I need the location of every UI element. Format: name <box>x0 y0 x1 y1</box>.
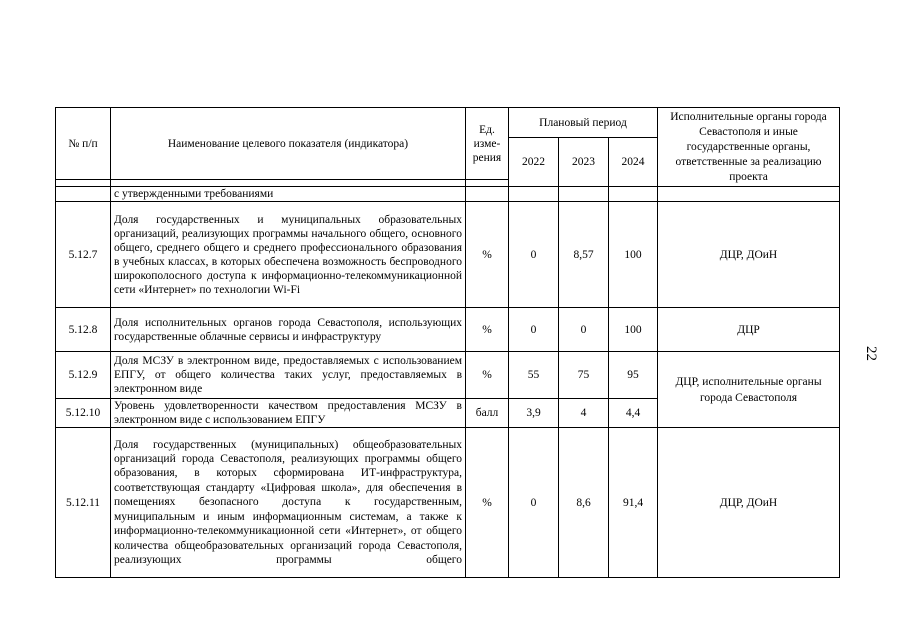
table-row <box>56 352 840 399</box>
row-2023: 75 <box>559 352 609 399</box>
row-2024: 95 <box>609 352 658 399</box>
row-num: 5.12.9 <box>56 352 111 399</box>
row-num: 5.12.10 <box>56 399 111 428</box>
row-unit: % <box>466 202 509 308</box>
header-name-cont <box>111 180 466 187</box>
row-2024: 100 <box>609 202 658 308</box>
header-unit-cont <box>466 180 509 187</box>
row-num: 5.12.7 <box>56 202 111 308</box>
row-2022: 3,9 <box>509 399 559 428</box>
row-unit: % <box>466 308 509 352</box>
row-2022: 0 <box>509 428 559 578</box>
header-num-cont <box>56 180 111 187</box>
row-2022: 0 <box>509 202 559 308</box>
header-row <box>56 108 840 138</box>
row-name: с утвержденными требованиями <box>111 187 466 202</box>
row-2023: 0 <box>559 308 609 352</box>
row-2024: 4,4 <box>609 399 658 428</box>
table-row <box>56 428 840 578</box>
header-unit: Ед. изме-рения <box>466 108 509 180</box>
row-unit: балл <box>466 399 509 428</box>
table-row <box>56 187 840 202</box>
row-name: Доля государственных (муниципальных) общеобразовательных организаций города Севастополя, реализующих программы общего образования, в которых сформирована ИТ-инфраструктура, соответствующая стандарту «Цифровая школа», для обеспечения в помещениях безопасного доступа к государственным, муниципальным и иным информационным системам, а также к информационно-телекоммуникационной сети «Интернет», от общего количества общеобразовательных организаций города Севастополя, реализующих программы общего <box>111 428 466 578</box>
row-2023 <box>559 187 609 202</box>
row-2024: 91,4 <box>609 428 658 578</box>
header-year-2022: 2022 <box>509 138 559 187</box>
row-name: Доля государственных и муниципальных образовательных организаций, реализующих программы начального общего, основного общего, среднего общего и среднего профессионального образования в учебных классах, в которых обеспечена возможность беспроводного широкополосного доступа к информационно-телекоммуникационной сети «Интернет» по технологии Wi-Fi <box>111 202 466 308</box>
row-name: Доля МСЗУ в электронном виде, предоставляемых с использованием ЕПГУ, от общего количества таких услуг, предоставляемых в электронном виде <box>111 352 466 399</box>
row-resp: ДЦР, исполнительные органы города Севастополя <box>658 352 840 428</box>
table-row <box>56 202 840 308</box>
row-resp <box>658 187 840 202</box>
page-number: 22 <box>863 346 879 361</box>
row-2023: 8,6 <box>559 428 609 578</box>
row-2022: 55 <box>509 352 559 399</box>
row-2023: 4 <box>559 399 609 428</box>
row-unit: % <box>466 352 509 399</box>
row-num: 5.12.11 <box>56 428 111 578</box>
row-resp: ДЦР, ДОиН <box>658 202 840 308</box>
header-year-2024: 2024 <box>609 138 658 187</box>
table-row <box>56 308 840 352</box>
row-2023: 8,57 <box>559 202 609 308</box>
header-responsible: Исполнительные органы города Севастополя и иные государственные органы, ответственные за реализацию проекта <box>658 108 840 187</box>
row-num <box>56 187 111 202</box>
row-2024: 100 <box>609 308 658 352</box>
header-name: Наименование целевого показателя (индикатора) <box>111 108 466 180</box>
row-2022: 0 <box>509 308 559 352</box>
row-num: 5.12.8 <box>56 308 111 352</box>
row-name: Доля исполнительных органов города Севастополя, использующих государственные облачные сервисы и инфраструктуру <box>111 308 466 352</box>
row-name: Уровень удовлетворенности качеством предоставления МСЗУ в электронном виде с использованием ЕПГУ <box>111 399 466 428</box>
indicators-table <box>55 107 840 578</box>
header-year-2023: 2023 <box>559 138 609 187</box>
row-unit <box>466 187 509 202</box>
row-unit: % <box>466 428 509 578</box>
header-num: № п/п <box>56 108 111 180</box>
row-resp: ДЦР <box>658 308 840 352</box>
row-2024 <box>609 187 658 202</box>
row-resp: ДЦР, ДОиН <box>658 428 840 578</box>
header-planned-period: Плановый период <box>509 108 658 138</box>
row-2022 <box>509 187 559 202</box>
